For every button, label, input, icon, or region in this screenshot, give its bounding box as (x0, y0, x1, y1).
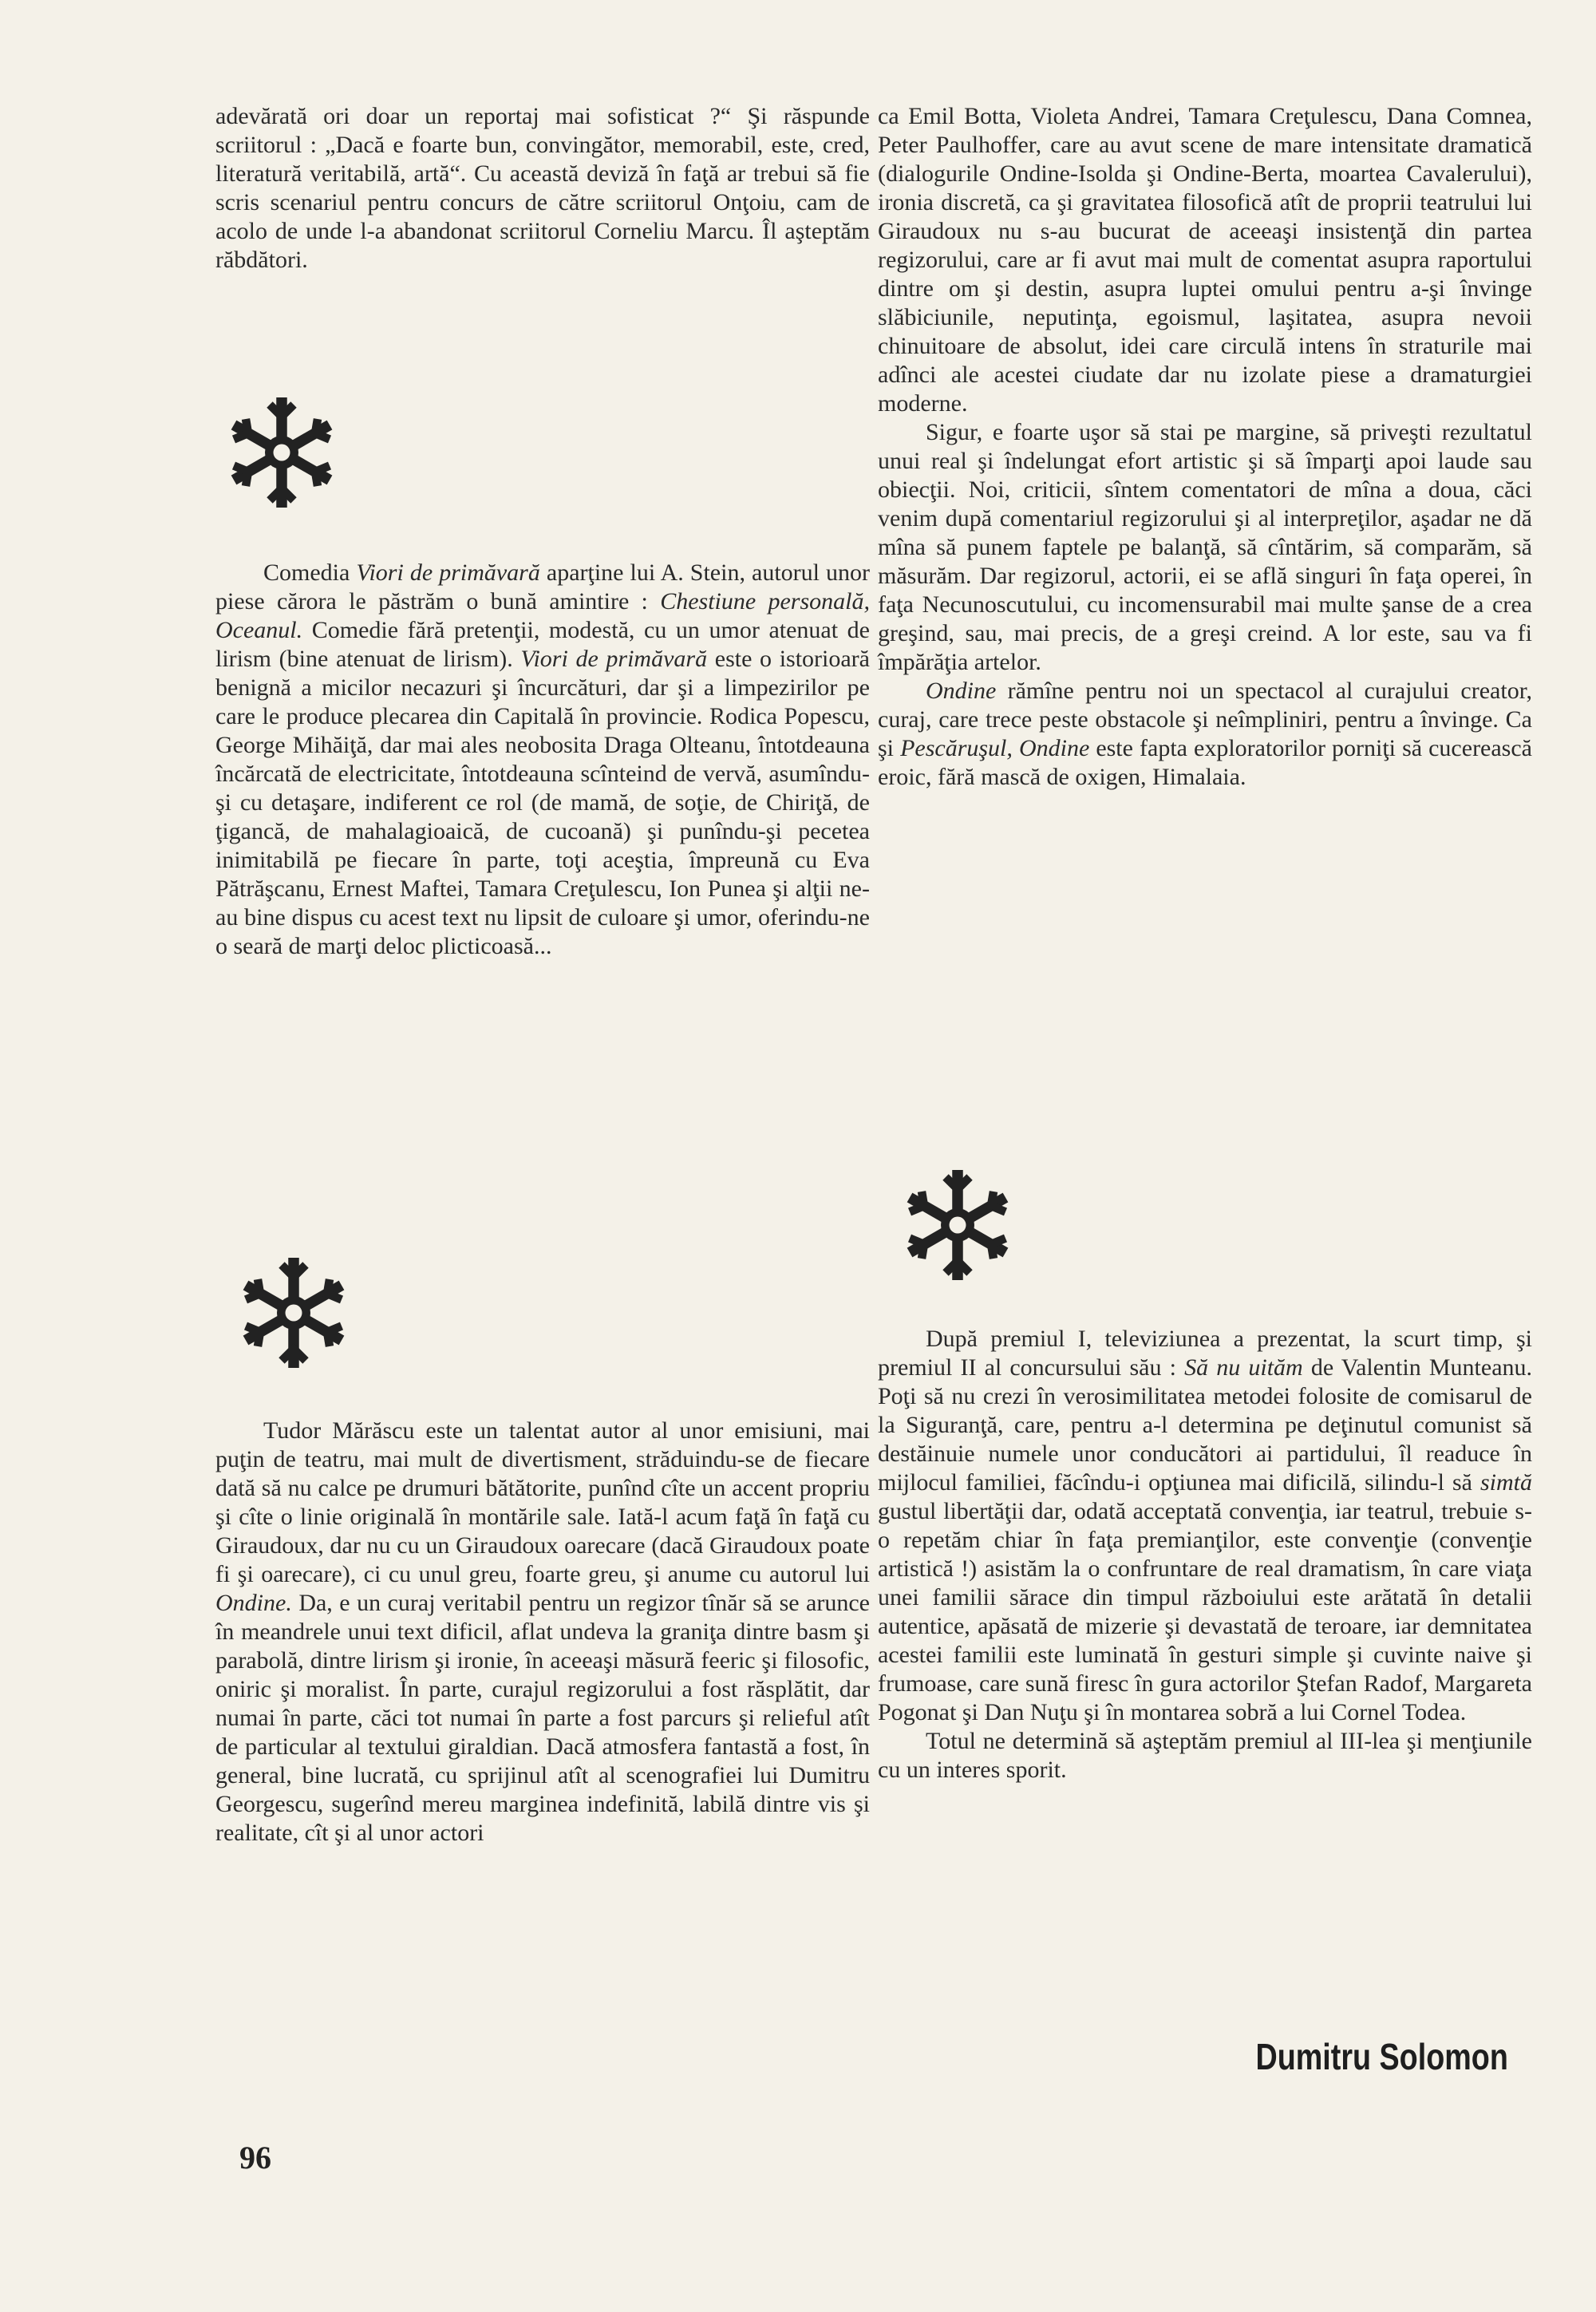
snowflake-ornament-icon (222, 393, 342, 512)
paragraph-viori-de-primavara: Comedia Viori de primăvară aparţine lui A. Stein, autorul unor piese cărora le păstrăm o bună amintire : Chestiune personală, Oceanul. Comedie fără pretenţii, modestă, cu un umor atenuat de lirism (bine atenuat de lirism). Viori de primăvară este o istorioară benignă a micilor necazuri şi încurcături, dar şi a limpezirilor pe care le produce plecarea din Capitală în provincie. Rodica Popescu, George Mihăiţă, dar mai ales neobosita Draga Olteanu, întotdeauna încărcată de electricitate, întotdeauna scînteind de vervă, asumîndu-şi cu detaşare, indiferent ce rol (de mamă, de soţie, de Chiriţă, de ţigancă, de mahalagioaică, de cucoană) şi punîndu-şi pecetea inimitabilă pe fiecare în parte, toţi aceştia, împreună cu Eva Pătrăşcanu, Ernest Maftei, Tamara Creţulescu, Ion Punea şi alţii ne-au bine dispus cu acest text nu lipsit de culoare şi umor, oferindu-ne o seară de marţi deloc plicticoasă... (215, 559, 870, 959)
paragraph-sa-nu-uitam: După premiul I, televiziunea a prezentat, la scurt timp, şi premiul II al concursului său : Să nu uităm de Valentin Munteanu. Poţi să nu crezi în verosimilitatea metodei folosite de comisarul de la Siguranţă, care, pentru a-l determina pe deţinutul comunist să destăinuie numele unor conducători ai partidului, îl readuce în mijlocul familiei, făcîndu-i opţiunea mai dificilă, silindu-l să simtă gustul libertăţii dar, odată acceptată convenţia, iar teatrul, trebuie s-o repetăm chiar în faţa premianţilor, este convenţie (convenţie artistică !) asistăm la o confruntare de real dramatism, în care viaţa unei familii sărace din timpul războiului este arătată în detalii autentice, apăsată de mizerie şi devastată de teroare, iar demnitatea acestei familii este luminată în gesturi simple şi cuvinte naive şi frumoase, care sună firesc în gura actorilor Ştefan Radof, Margareta Pogonat şi Dan Nuţu şi în montarea sobră a lui Cornel Todea. (878, 1326, 1533, 1725)
paragraph-ondine-continued: ca Emil Botta, Violeta Andrei, Tamara Creţulescu, Dana Comnea, Peter Paulhoffer, care au avut scene de mare intensitate dramatică (dialogurile Ondine-Isolda şi Ondine-Berta, moartea Cavalerului), ironia discretă, ca şi gravitatea filosofică atît de proprii teatrului lui Giraudoux nu s-au bucurat de aceeaşi insistenţă din partea regizorului, care ar fi avut mai mult de comentat asupra raportului dintre om şi destin, asupra luptei omului pentru a-şi învinge slăbiciunile, neputinţa, egoismul, laşitatea, asupra nevoii chinuitoare de absolut, idei care circulă intens în straturile mai adînci ale acestei ciudate dar nu izolate piese a dramaturgiei moderne. (878, 103, 1532, 417)
snowflake-ornament-icon (898, 1165, 1017, 1285)
paragraph-ondine-review: Tudor Mărăscu este un talentat autor al unor emisiuni, mai puţin de teatru, mai mult de divertisment, străduindu-se de fiecare dată să nu calce pe drumuri bătătorite, punînd cîte un accent propriu şi cîte o linie originală în montările sale. Iată-l acum faţă în faţă cu Giraudoux, dar nu cu un Giraudoux oarecare (dacă Giraudoux poate fi şi oarecare), ci cu unul greu, foarte greu, şi anume cu autorul lui Ondine. Da, e un curaj veritabil pentru un regizor tînăr să se arunce în meandrele unui text dificil, aflat undeva la graniţa dintre basm şi parabolă, dintre lirism şi ironie, în aceeaşi măsură feeric şi filosofic, oniric şi moralist. În parte, curajul regizorului a fost răsplătit, dar numai în parte, căci tot numai în parte a fost parcurs şi relieful atît de particular al textului giraldian. Dacă atmosfera fantastă a fost, în general, bine lucrată, cu sprijinul atît al scenografiei lui Dumitru Georgescu, sugerînd mereu marginea indefinită, labilă dintre vis şi realitate, cît şi al unor actori (215, 1417, 870, 1846)
paragraph-ondine-conclusion: Ondine rămîne pentru noi un spectacol al curajului creator, curaj, care trece peste obstacole şi neîmpliniri, pentru a învinge. Ca şi Pescăruşul, Ondine este fapta exploratorilor porniţi să cucerească eroic, fără mască de oxigen, Himalaia. (878, 678, 1532, 790)
left-column-block-2 (215, 559, 870, 961)
left-column-block-3 (215, 1417, 870, 1848)
left-column-block-1 (215, 102, 870, 275)
paragraph-critics: Sigur, e foarte uşor să stai pe margine, să priveşti rezultatul unui real şi îndelungat efort artistic şi să împarţi apoi laude sau obiecţii. Noi, criticii, sîntem comentatori de mîna a doua, căci venim după comentariul regizorului şi al interpreţilor, aşadar ne dă mîna să punem faptele pe balanţă, să cîntărim, să comparăm, să măsurăm. Dar regizorul, actorii, ei se află singuri în faţa operei, în faţa Necunoscutului, cu incomensurabil mai multe şanse de a crea greşind, sau, mai precis, de a greşi creind. A lor este, sau va fi împărăţia artelor. (878, 419, 1532, 675)
snowflake-ornament-icon (234, 1253, 354, 1373)
paragraph-closing: Totul ne determină să aşteptăm premiul al III-lea şi menţiunile cu un interes sporit. (878, 1728, 1532, 1783)
right-column-block-2 (878, 1325, 1532, 1784)
page-number: 96 (239, 2140, 271, 2176)
right-column-block-1 (878, 102, 1532, 792)
author-signature: Dumitru Solomon (1255, 2036, 1508, 2077)
paragraph-continuation: adevărată ori doar un reportaj mai sofisticat ?“ Şi răspunde scriitorul : „Dacă e foarte bun, convingător, memorabil, este, cred, literatură veritabilă, artă“. Cu această deviză în faţă ar trebui să fie scris scenariul pentru concurs de către scriitorul Onţoiu, cam de acolo de unde l-a abandonat scriitorul Corneliu Marcu. Îl aşteptăm răbdători. (215, 103, 870, 273)
